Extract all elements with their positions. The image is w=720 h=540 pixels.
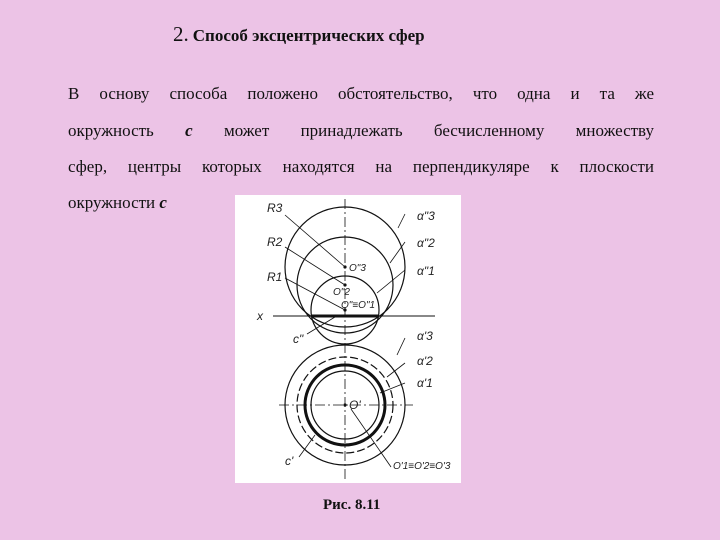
variable-c: с [185,121,193,140]
section-heading-text: Способ эксцентрических сфер [192,26,425,45]
radius-r2-line [285,247,345,285]
label-o2-front: O"2 [333,287,350,298]
leader-alpha3-front [398,214,405,228]
top-view [279,329,451,472]
label-o-top: O' [349,398,361,412]
label-alpha3-top: α'3 [417,329,433,343]
label-alpha3-front: α"3 [417,209,435,223]
label-o3-front: O"3 [349,263,366,274]
paragraph-line-2-start: окружность [68,121,154,140]
figure-caption: Рис. 8.11 [323,497,381,513]
label-r2: R2 [267,235,283,249]
leader-alpha3-top [397,338,405,355]
label-x: x [257,309,263,323]
label-alpha2-top: α'2 [417,354,433,368]
paragraph-line-2 [68,121,654,141]
eccentric-spheres-drawing [235,195,461,483]
label-r3: R3 [267,201,283,215]
front-view [256,201,435,346]
label-alpha1-front: α"1 [417,264,435,278]
section-number: 2. [173,22,189,46]
label-alpha1-top: α'1 [417,376,433,390]
label-c-front: c" [293,332,304,346]
figure-8-11 [235,195,461,483]
leader-alpha1-top [380,383,405,393]
label-o-o1-front: O"≡O"1 [341,300,376,311]
paragraph-line-2-end: может принадлежать бесчисленному множеству [223,121,654,140]
paragraph-line-4-start: окружности [68,193,156,212]
variable-c: с [159,193,167,212]
paragraph-line-3: сфер, центры которых находятся на перпендикуляре к плоскости [68,157,654,176]
center-o-top [343,403,346,406]
label-c-top: c' [285,454,294,468]
section-title [173,22,425,47]
paragraph-line-1: В основу способа положено обстоятельство, что одна и та же [68,84,654,103]
label-alpha2-front: α"2 [417,236,435,250]
leader-o-top-equiv [351,409,391,467]
label-o-top-equiv: O'1≡O'2≡O'3 [393,461,451,472]
paragraph-line-4 [68,193,167,213]
label-r1: R1 [267,270,283,284]
radius-r3-line [285,215,345,267]
